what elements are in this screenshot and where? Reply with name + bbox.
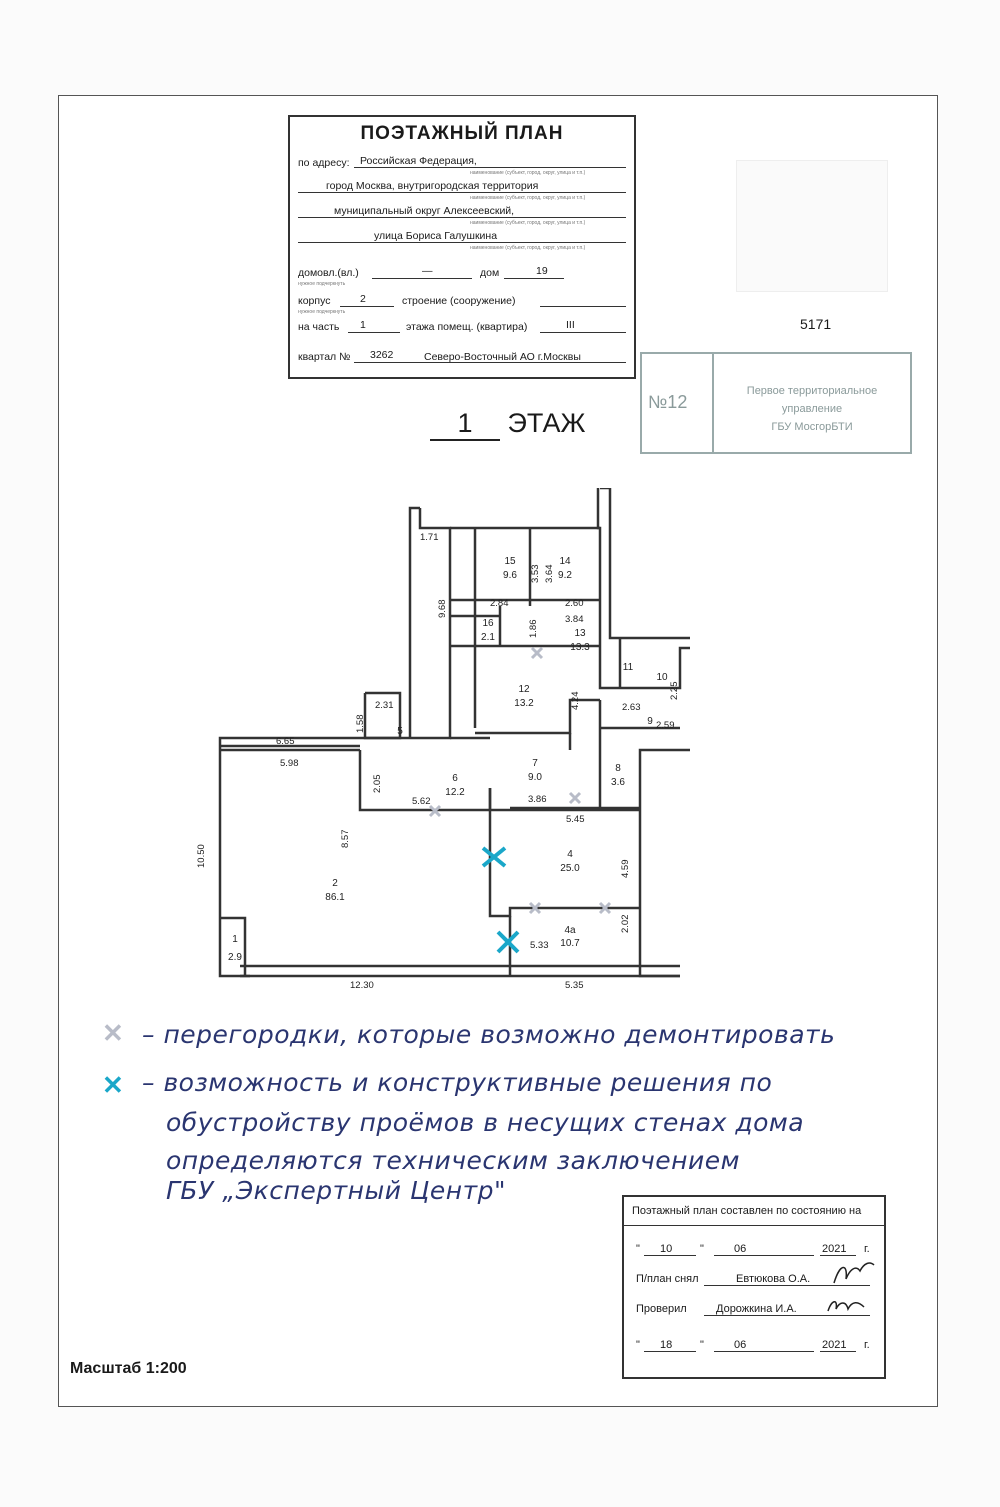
room-area: 25.0 [560, 863, 580, 874]
floor-title [430, 408, 585, 441]
room-area: 2.1 [481, 632, 495, 643]
floor-plan [180, 488, 690, 1008]
room-area: 13.2 [514, 698, 534, 709]
room-area: 13.3 [570, 642, 590, 653]
hint: нужное подчеркнуть [298, 309, 346, 315]
dimension: 2.31 [375, 700, 394, 711]
dimension: 2.25 [669, 681, 680, 700]
room-number: 4a [564, 925, 576, 936]
stamp-org-line: управление [781, 403, 843, 415]
dimension: 2.60 [565, 598, 584, 609]
underline [540, 332, 626, 333]
underline [714, 1351, 814, 1352]
kvartal-value: 3262 [370, 349, 394, 361]
dimension: 6.65 [276, 736, 295, 747]
hint: нужное подчеркнуть [298, 281, 346, 287]
faint-block [736, 160, 888, 292]
dimension: 2.84 [490, 598, 509, 609]
stamp-org-line: ГБУ МосгорБТИ [771, 421, 853, 433]
dimension: 5.62 [412, 796, 431, 807]
dimension: 2.63 [622, 702, 641, 713]
underline [372, 278, 472, 279]
dom-value: 19 [536, 265, 548, 277]
header-block [288, 115, 636, 379]
kvartal-label: квартал № [298, 351, 351, 363]
checked-label: Проверил [636, 1303, 687, 1315]
underline [504, 278, 564, 279]
room-number: 8 [615, 763, 621, 774]
underline [644, 1255, 696, 1256]
legend-line: определяются техническим заключением [166, 1146, 741, 1175]
room-number: 1 [232, 934, 238, 945]
scale-label: Масштаб 1:200 [70, 1360, 187, 1377]
underline [348, 332, 400, 333]
year-suffix: г. [864, 1339, 870, 1351]
room-number: 10 [656, 672, 668, 683]
dimension: 5.45 [566, 814, 585, 825]
checked-name: Дорожкина И.А. [716, 1303, 797, 1315]
address-label: по адресу: [298, 157, 350, 169]
floor-number: 1 [430, 408, 500, 441]
blue-x-icon: ✕ [102, 1070, 124, 1100]
open-quote: " [636, 1339, 640, 1351]
legend-line: обустройству проёмов в несущих стенах дома [166, 1108, 805, 1137]
room-area: 9.2 [558, 570, 572, 581]
underline [820, 1351, 856, 1352]
floor-label: ЭТАЖ [507, 408, 586, 438]
date1-month: 06 [734, 1243, 747, 1255]
divider [624, 1225, 884, 1226]
dimension: 3.84 [565, 614, 584, 625]
dimension: 1.86 [528, 619, 539, 638]
legend-line: – перегородки, которые возможно демонтировать [142, 1020, 836, 1049]
underline [820, 1255, 856, 1256]
dimension: 5.33 [530, 940, 549, 951]
room-number: 4 [567, 849, 573, 860]
room-number: 7 [532, 758, 538, 769]
dimension: 3.86 [528, 794, 547, 805]
stamp-divider [712, 354, 714, 452]
dimension: 2.05 [372, 774, 383, 793]
open-quote: " [636, 1243, 640, 1255]
address-line-2: город Москва, внутригородская территория [326, 180, 539, 192]
underline [298, 192, 626, 193]
dimension: 2.59 [656, 720, 675, 731]
document-title: ПОЭТАЖНЫЙ ПЛАН [360, 123, 564, 144]
address-line-1: Российская Федерация, [360, 155, 477, 167]
underline [644, 1351, 696, 1352]
room-number: 13 [574, 628, 586, 639]
legend-line: ГБУ „Экспертный Центр" [166, 1176, 507, 1205]
state-label: Поэтажный план составлен по состоянию на [632, 1205, 862, 1217]
underline [340, 306, 394, 307]
close-quote: " [700, 1243, 704, 1255]
room-number: 6 [452, 773, 458, 784]
hint: наименование (субъект, город, округ, улица и т.п.) [470, 220, 586, 226]
hint: наименование (субъект, город, округ, улица и т.п.) [470, 245, 586, 251]
room-number: 15 [504, 556, 516, 567]
dimension: 3.64 [544, 564, 555, 583]
inventory-code: 5171 [800, 316, 832, 332]
signature-2 [824, 1293, 872, 1319]
hint: наименование (субъект, город, округ, улица и т.п.) [470, 195, 586, 201]
plan-walls [220, 488, 690, 976]
domovl-value: — [422, 265, 433, 277]
date2-year: 2021 [822, 1339, 847, 1351]
removed-label: П/план снял [636, 1273, 699, 1285]
dimension: 12.30 [350, 980, 374, 991]
room-number: 11 [622, 662, 634, 673]
address-line-3: муниципальный округ Алексеевский, [334, 205, 515, 217]
dimension: 10.50 [196, 844, 207, 868]
dimension: 5.98 [280, 758, 299, 769]
room-area: 86.1 [325, 892, 345, 903]
gray-x-icon: ✕ [102, 1018, 124, 1048]
hint: наименование (субъект, город, округ, улица и т.п.) [470, 170, 586, 176]
room-number: 16 [482, 618, 494, 629]
dimension: 8.57 [340, 829, 351, 848]
stroenie-label: строение (сооружение) [402, 295, 516, 307]
dimension: 2.02 [620, 914, 631, 933]
room-number: 14 [559, 556, 571, 567]
room-number: 12 [518, 684, 530, 695]
chast-value: 1 [360, 319, 366, 331]
room-number: 2 [332, 878, 338, 889]
legend-line: – возможность и конструктивные решения по [142, 1068, 773, 1097]
room-number: 5 [397, 726, 403, 737]
date1-year: 2021 [822, 1243, 847, 1255]
underline [298, 217, 626, 218]
dom-label: дом [480, 267, 500, 279]
stamp-org-line: Первое территориальное [746, 385, 878, 397]
underline [540, 306, 626, 307]
close-quote: " [700, 1339, 704, 1351]
dimension-labels [196, 532, 680, 991]
etazh-value: III [566, 319, 575, 331]
room-area: 9.0 [528, 772, 542, 783]
underline [354, 167, 626, 168]
dimension: 4.59 [620, 859, 631, 878]
underline [298, 242, 626, 243]
signature-1 [830, 1259, 878, 1289]
korpus-label: корпус [298, 295, 331, 307]
stamp-number: №12 [648, 392, 688, 412]
removed-name: Евтюкова О.А. [736, 1273, 811, 1285]
bearing-wall-opening-marks [483, 848, 518, 952]
underline [714, 1255, 814, 1256]
date2-month: 06 [734, 1339, 747, 1351]
year-suffix: г. [864, 1243, 870, 1255]
dimension: 1.71 [420, 532, 439, 543]
date2-day: 18 [660, 1339, 673, 1351]
dimension: 1.58 [355, 714, 366, 733]
dimension: 5.35 [565, 980, 584, 991]
room-area: 10.7 [560, 938, 580, 949]
bti-stamp [640, 352, 912, 454]
korpus-value: 2 [360, 293, 366, 305]
kvartal-org: Северо-Восточный АО г.Москвы [424, 351, 581, 363]
room-number: 9 [647, 716, 653, 727]
dimension: 9.68 [437, 599, 448, 618]
signature-block [622, 1195, 886, 1379]
etazh-label: этажа помещ. (квартира) [406, 321, 528, 333]
room-area: 12.2 [445, 787, 465, 798]
stamp-org [718, 382, 906, 436]
room-area: 9.6 [503, 570, 517, 581]
room-area: 2.9 [228, 952, 242, 963]
domovl-label: домовл.(вл.) [298, 267, 359, 279]
room-area: 3.6 [611, 777, 625, 788]
date1-day: 10 [660, 1243, 673, 1255]
address-line-4: улица Бориса Галушкина [374, 230, 498, 242]
dimension: 3.53 [530, 564, 541, 583]
chast-label: на часть [298, 321, 340, 333]
dimension: 4.24 [570, 691, 581, 710]
